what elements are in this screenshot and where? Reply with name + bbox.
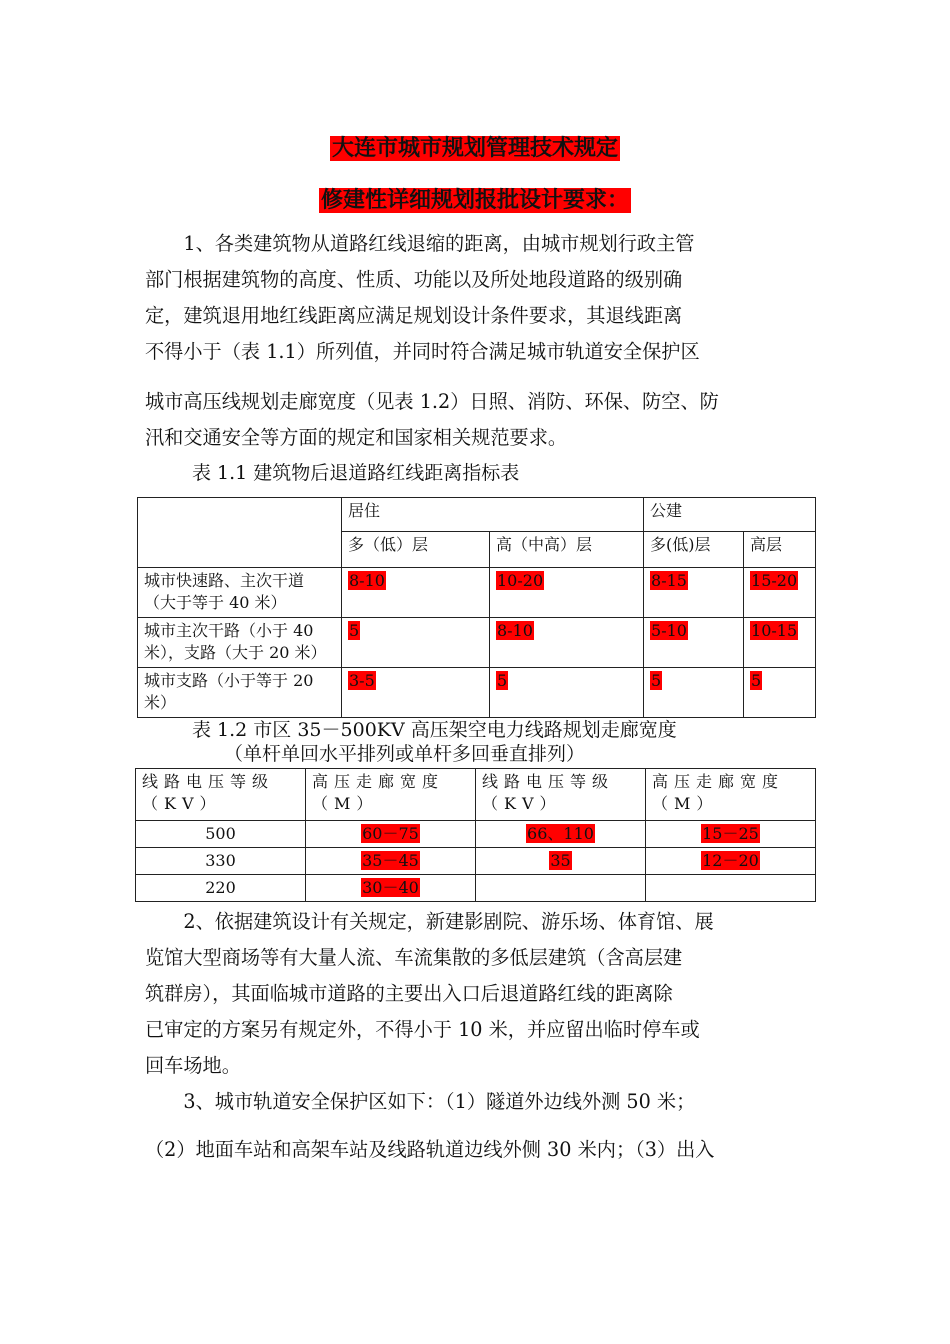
width-cell bbox=[306, 821, 476, 848]
subheader-pub-high: 高层 bbox=[744, 532, 816, 568]
section-title bbox=[0, 186, 950, 216]
width-text: 35－45 bbox=[362, 851, 419, 870]
value-cell bbox=[490, 568, 644, 618]
value-cell bbox=[490, 668, 644, 718]
voltage-cell: 220 bbox=[136, 875, 306, 902]
paragraph-line: 3、城市轨道安全保护区如下：（1）隧道外边线外测 50 米； bbox=[145, 1090, 696, 1113]
road-type-cell: 城市支路（小于等于 20 米） bbox=[138, 668, 342, 718]
voltage-cell: 500 bbox=[136, 821, 306, 848]
value-text: 5-10 bbox=[651, 621, 687, 640]
road-type-cell: 城市快速路、主次干道（大于等于 40 米） bbox=[138, 568, 342, 618]
value-cell bbox=[744, 668, 816, 718]
value-cell bbox=[342, 568, 490, 618]
voltage-cell bbox=[476, 875, 646, 902]
value-cell bbox=[644, 568, 744, 618]
header-width-2: 高压走廊宽度（M） bbox=[646, 769, 816, 821]
value-text: 5 bbox=[349, 621, 360, 640]
voltage-text: 35 bbox=[550, 851, 571, 870]
table-row bbox=[138, 668, 816, 718]
value-text: 5 bbox=[497, 671, 508, 690]
value-text: 5 bbox=[651, 671, 662, 690]
table-row bbox=[138, 618, 816, 668]
value-cell bbox=[644, 668, 744, 718]
paragraph-3 bbox=[145, 1078, 809, 1174]
paragraph-line: 2、依据建筑设计有关规定，新建影剧院、游乐场、体育馆、展 bbox=[145, 910, 714, 933]
width-cell bbox=[306, 848, 476, 875]
value-cell bbox=[644, 618, 744, 668]
subheader-res-low: 多（低）层 bbox=[342, 532, 490, 568]
setback-table bbox=[137, 497, 816, 718]
value-cell bbox=[490, 618, 644, 668]
voltage-cell: 330 bbox=[136, 848, 306, 875]
voltage-text: 66、110 bbox=[527, 824, 594, 843]
width-text: 12－20 bbox=[702, 851, 759, 870]
value-cell bbox=[342, 618, 490, 668]
value-cell bbox=[744, 568, 816, 618]
paragraph-line: 1、各类建筑物从道路红线退缩的距离，由城市规划行政主管 bbox=[145, 232, 695, 255]
value-cell bbox=[342, 668, 490, 718]
paragraph-1 bbox=[145, 226, 809, 456]
table-corner-cell bbox=[138, 498, 342, 568]
table-row bbox=[136, 848, 816, 875]
paragraph-line: 回车场地。 bbox=[145, 1054, 241, 1077]
header-voltage-1: 线路电压等级（KV） bbox=[136, 769, 306, 821]
width-text: 15－25 bbox=[702, 824, 759, 843]
paragraph-line: 不得小于（表 1.1）所列值，并同时符合满足城市轨道安全保护区 bbox=[145, 340, 700, 363]
value-text: 8-10 bbox=[349, 571, 385, 590]
document-title bbox=[0, 134, 950, 164]
paragraph-line: 览馆大型商场等有大量人流、车流集散的多低层建筑（含高层建 bbox=[145, 946, 683, 969]
subheader-res-high: 高（中高）层 bbox=[490, 532, 644, 568]
document-title-text: 大连市城市规划管理技术规定 bbox=[331, 136, 618, 161]
value-text: 8-15 bbox=[651, 571, 687, 590]
width-cell bbox=[646, 821, 816, 848]
paragraph-line: （2）地面车站和高架车站及线路轨道边线外侧 30 米内；（3）出入 bbox=[145, 1138, 715, 1161]
width-cell bbox=[306, 875, 476, 902]
table-2-caption: 表 1.2 市区 35－500KV 高压架空电力线路规划走廊宽度 bbox=[192, 719, 677, 741]
paragraph-2 bbox=[145, 904, 809, 1084]
value-text: 8-10 bbox=[497, 621, 533, 640]
width-text: 60－75 bbox=[362, 824, 419, 843]
paragraph-line: 城市高压线规划走廊宽度（见表 1.2）日照、消防、环保、防空、防 bbox=[145, 390, 719, 413]
value-text: 10-15 bbox=[751, 621, 798, 640]
value-cell bbox=[744, 618, 816, 668]
table-row bbox=[136, 875, 816, 902]
paragraph-line: 定，建筑退用地红线距离应满足规划设计条件要求，其退线距离 bbox=[145, 304, 683, 327]
width-text: 30－40 bbox=[362, 878, 419, 897]
header-public-building: 公建 bbox=[644, 498, 816, 532]
paragraph-line: 汛和交通安全等方面的规定和国家相关规范要求。 bbox=[145, 426, 568, 449]
paragraph-line: 部门根据建筑物的高度、性质、功能以及所处地段道路的级别确 bbox=[145, 268, 683, 291]
header-width-1: 高压走廊宽度（M） bbox=[306, 769, 476, 821]
header-voltage-2: 线路电压等级（KV） bbox=[476, 769, 646, 821]
width-cell bbox=[646, 848, 816, 875]
road-type-cell: 城市主次干路（小于 40 米），支路（大于 20 米） bbox=[138, 618, 342, 668]
section-title-text: 修建性详细规划报批设计要求： bbox=[320, 188, 629, 213]
value-text: 10-20 bbox=[497, 571, 544, 590]
power-corridor-table bbox=[135, 768, 816, 902]
subheader-pub-low: 多(低)层 bbox=[644, 532, 744, 568]
table-2-subcaption: （单杆单回水平排列或单杆多回垂直排列） bbox=[224, 743, 586, 765]
paragraph-line: 已审定的方案另有规定外，不得小于 10 米，并应留出临时停车或 bbox=[145, 1018, 700, 1041]
width-cell bbox=[646, 875, 816, 902]
value-text: 5 bbox=[751, 671, 762, 690]
voltage-cell bbox=[476, 821, 646, 848]
table-row bbox=[138, 568, 816, 618]
table-1-caption: 表 1.1 建筑物后退道路红线距离指标表 bbox=[192, 462, 520, 484]
table-row bbox=[136, 821, 816, 848]
value-text: 3-5 bbox=[349, 671, 375, 690]
paragraph-line: 筑群房），其面临城市道路的主要出入口后退道路红线的距离除 bbox=[145, 982, 673, 1005]
voltage-cell bbox=[476, 848, 646, 875]
header-residential: 居住 bbox=[342, 498, 644, 532]
value-text: 15-20 bbox=[751, 571, 798, 590]
